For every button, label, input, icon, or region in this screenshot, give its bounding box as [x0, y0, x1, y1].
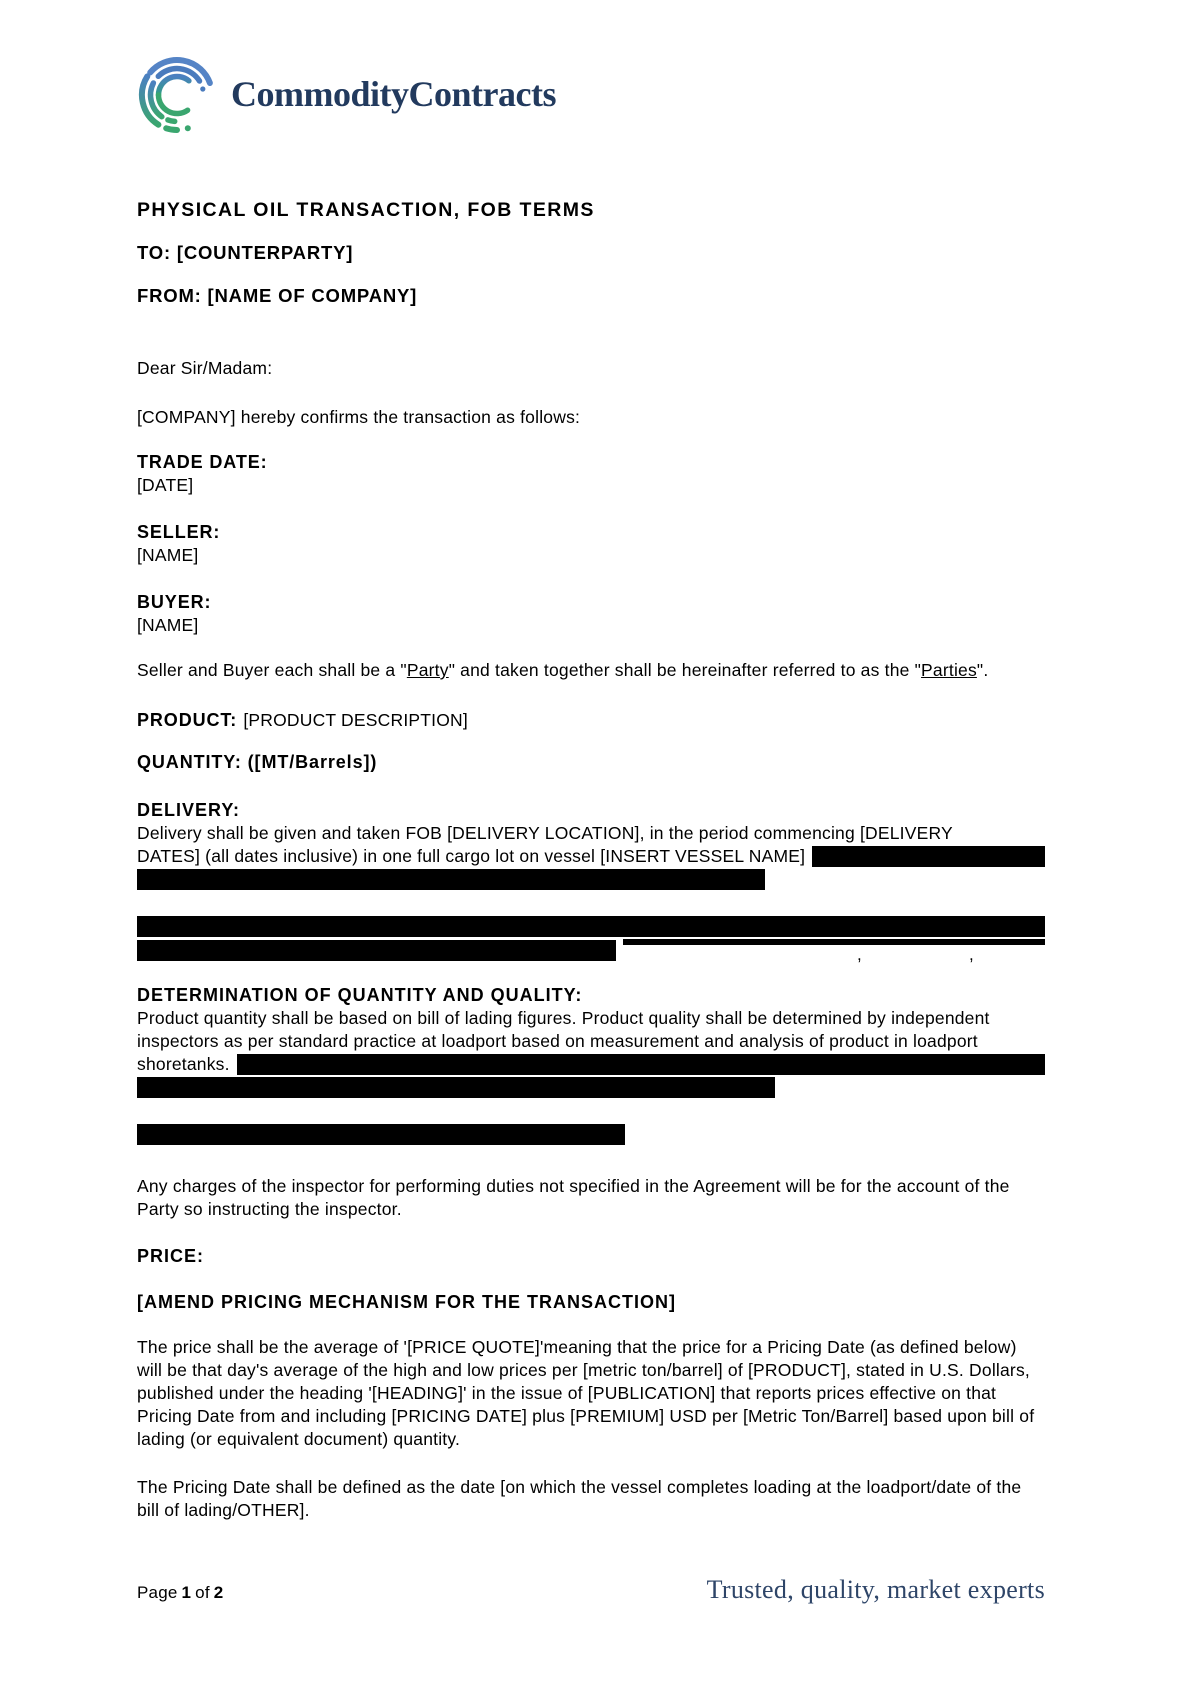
- inspector-charges-para: Any charges of the inspector for performing duties not specified in the Agreement will be for the account of the Party so instructing the inspector.: [137, 1176, 1010, 1219]
- remnant-fragment: ,: [969, 945, 974, 964]
- product-value: [PRODUCT DESCRIPTION]: [243, 710, 468, 730]
- blank-line: [137, 892, 1045, 915]
- field-label: TRADE DATE:: [137, 452, 268, 472]
- redaction-bar: [812, 846, 1045, 867]
- of-word: of: [195, 1583, 210, 1602]
- brand-logo-mark-icon: [137, 42, 219, 146]
- field-label: BUYER:: [137, 592, 212, 612]
- parties-clause-post: ".: [976, 660, 989, 680]
- quantity-line: QUANTITY: ([MT/Barrels]): [137, 752, 378, 772]
- confirmation-line: [COMPANY] hereby confirms the transaction as follows:: [137, 407, 581, 427]
- page-current: 1: [181, 1583, 192, 1602]
- document-title: PHYSICAL OIL TRANSACTION, FOB TERMS: [137, 199, 595, 221]
- parties-term: Parties: [921, 660, 977, 680]
- field-trade-date: [137, 451, 1045, 497]
- redaction-remnant: [616, 939, 1045, 962]
- page-total: 2: [213, 1583, 224, 1602]
- determination-line-3: [137, 1053, 1045, 1076]
- delivery-line-2-text: DATES] (all dates inclusive) in one full cargo lot on vessel [INSERT VESSEL NAME]: [137, 846, 806, 866]
- delivery-section: [137, 799, 1045, 962]
- redaction-bar: [137, 1124, 625, 1145]
- remnant-fragment: ,: [857, 945, 862, 964]
- document-content: [137, 0, 1045, 1522]
- salutation: Dear Sir/Madam:: [137, 358, 273, 378]
- delivery-line-1: Delivery shall be given and taken FOB [DELIVERY LOCATION], in the period commencing [DELIVERY: [137, 823, 953, 843]
- from-line: FROM: [NAME OF COMPANY]: [137, 285, 418, 306]
- page-word: Page: [137, 1583, 178, 1602]
- to-line: TO: [COUNTERPARTY]: [137, 242, 354, 263]
- page-footer: [137, 1575, 1045, 1604]
- redaction-bar: [137, 940, 616, 961]
- delivery-line-3: [137, 869, 1045, 892]
- determination-section: [137, 984, 1045, 1147]
- brand-logo: [137, 38, 1045, 150]
- determination-heading: DETERMINATION OF QUANTITY AND QUALITY:: [137, 985, 583, 1005]
- field-buyer: [137, 591, 1045, 637]
- product-label: PRODUCT:: [137, 710, 238, 730]
- determination-line-1: Product quantity shall be based on bill of lading figures. Product quality shall be determined by independent: [137, 1008, 990, 1028]
- determination-line-4: [137, 1077, 1045, 1100]
- price-heading: PRICE:: [137, 1246, 205, 1266]
- field-value: [NAME]: [137, 615, 199, 635]
- redaction-bar: [237, 1054, 1045, 1075]
- redaction-bar: [137, 916, 1045, 937]
- redaction-bar-thin: [623, 939, 1045, 945]
- blank-line: [137, 1100, 1045, 1123]
- determination-line-2: inspectors as per standard practice at loadport based on measurement and analysis of product in loadport: [137, 1031, 978, 1051]
- determination-line-3-text: shoretanks.: [137, 1054, 230, 1074]
- product-line: [137, 709, 1045, 732]
- party-term: Party: [406, 660, 449, 680]
- field-seller: [137, 521, 1045, 567]
- field-value: [DATE]: [137, 475, 194, 495]
- amend-pricing-heading: [AMEND PRICING MECHANISM FOR THE TRANSACTION]: [137, 1292, 676, 1312]
- delivery-heading: DELIVERY:: [137, 800, 241, 820]
- pricing-date-paragraph: The Pricing Date shall be defined as the date [on which the vessel completes loading at the loadport/date of the bill of lading/OTHER].: [137, 1477, 1022, 1520]
- field-value: [NAME]: [137, 545, 199, 565]
- parties-clause-pre: Seller and Buyer each shall be a ": [137, 660, 407, 680]
- delivery-line-5: [137, 916, 1045, 939]
- delivery-line-6: [137, 939, 1045, 962]
- determination-line-6: [137, 1124, 1045, 1147]
- field-label: SELLER:: [137, 522, 221, 542]
- parties-clause: [137, 659, 1045, 682]
- delivery-line-2: [137, 845, 1045, 868]
- brand-tagline: Trusted, quality, market experts: [706, 1575, 1045, 1604]
- parties-clause-mid: " and taken together shall be hereinafter referred to as the ": [448, 660, 922, 680]
- redaction-bar: [137, 869, 765, 890]
- brand-wordmark: CommodityContracts: [231, 74, 556, 114]
- page-number: [137, 1581, 227, 1604]
- redaction-bar: [137, 1077, 775, 1098]
- price-paragraph: The price shall be the average of '[PRICE QUOTE]'meaning that the price for a Pricing Date (as defined below) will be that day's average of the high and low prices per [metric ton/barrel] of [PRODUCT], stated in U.S. Dollars, published under the heading '[HEADING]' in the issue of [PUBLICATION] that reports prices effective on that Pricing Date from and including [PRICING DATE] plus [PREMIUM] USD per [Metric Ton/Barrel] based upon bill of lading (or equivalent document) quantity.: [137, 1337, 1035, 1449]
